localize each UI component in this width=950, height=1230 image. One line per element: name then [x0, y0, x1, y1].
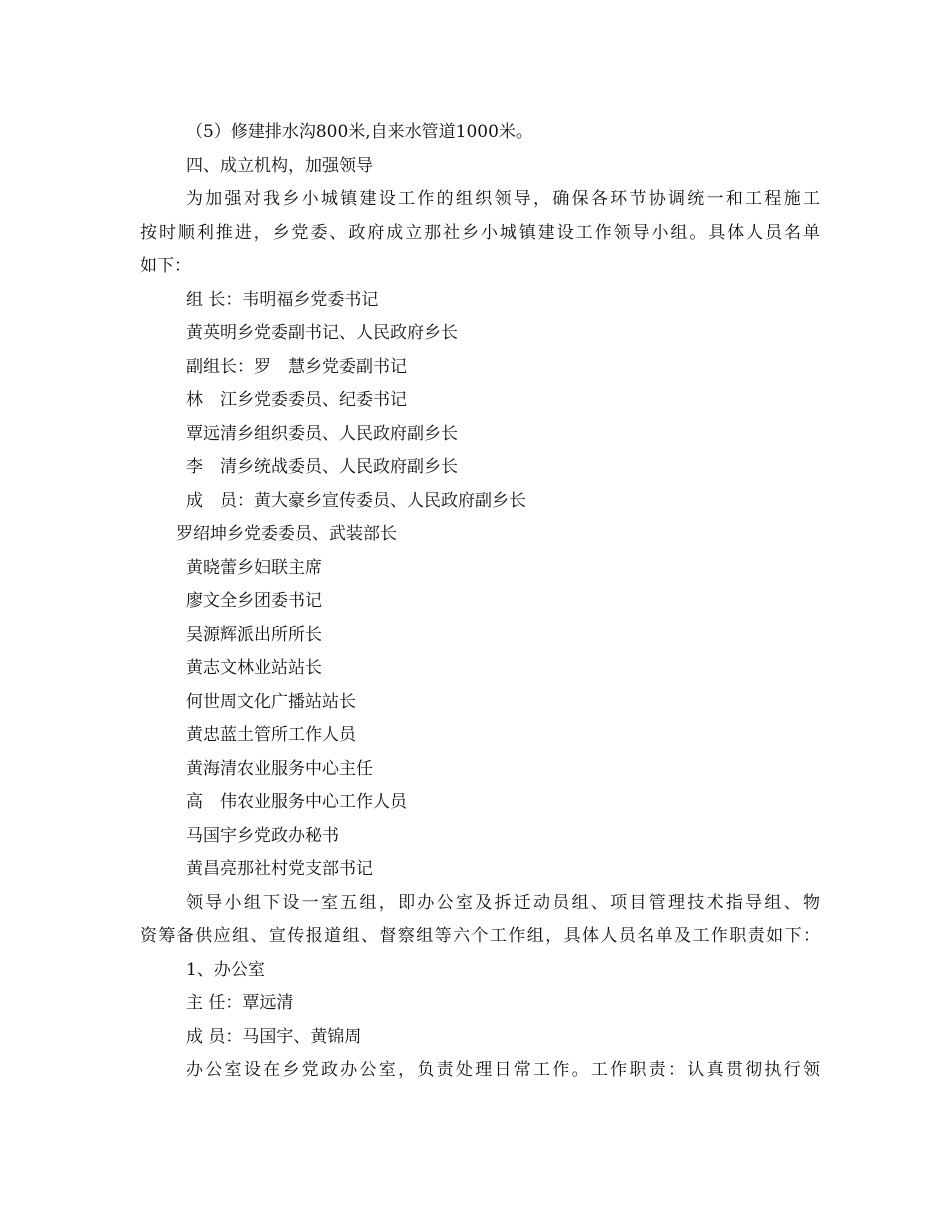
text-line: 何世周文化广播站站长 — [186, 691, 356, 712]
text-line: （5）修建排水沟800米,自来水管道1000米。 — [186, 122, 533, 142]
text-line: 主 任：覃远清 — [186, 993, 294, 1013]
text-line: 马国宇乡党政办秘书 — [186, 825, 339, 846]
text-line: 林 江乡党委委员、纪委书记 — [186, 390, 407, 410]
text-line: 黄晓蕾乡妇联主席 — [186, 557, 322, 578]
text-line: 成 员：黄大豪乡宣传委员、人民政府副乡长 — [186, 490, 526, 511]
text-line: 黄忠蓝土管所工作人员 — [186, 725, 356, 745]
text-line: 为加强对我乡小城镇建设工作的组织领导，确保各环节协调统一和工程施工 — [186, 189, 820, 209]
text-line: 成 员：马国宇、黄锦周 — [186, 1026, 362, 1047]
text-line: 覃远清乡组织委员、人民政府副乡长 — [186, 423, 458, 444]
text-line: 副组长：罗 慧乡党委副书记 — [186, 356, 407, 377]
text-line: 领导小组下设一室五组，即办公室及拆迁动员组、项目管理技术指导组、物 — [186, 892, 820, 913]
text-line: 黄海清农业服务中心主任 — [186, 758, 373, 779]
text-line: 如下： — [140, 256, 191, 276]
text-line: 四、成立机构，加强领导 — [186, 155, 373, 176]
text-line: 黄英明乡党委副书记、人民政府乡长 — [186, 323, 458, 343]
text-line: 按时顺利推进，乡党委、政府成立那社乡小城镇建设工作领导小组。具体人员名单 — [140, 222, 820, 243]
text-line: 高 伟农业服务中心工作人员 — [186, 792, 407, 812]
document-body — [140, 116, 820, 1088]
text-line: 罗绍坤乡党委委员、武装部长 — [176, 524, 397, 544]
text-line: 黄昌亮那社村党支部书记 — [186, 859, 373, 879]
text-line: 廖文全乡团委书记 — [186, 591, 322, 611]
text-line: 吴源辉派出所所长 — [186, 624, 322, 645]
text-line: 黄志文林业站站长 — [186, 658, 322, 678]
text-line: 1、办公室 — [186, 959, 265, 980]
text-line: 李 清乡统战委员、人民政府副乡长 — [186, 457, 458, 477]
text-line: 组 长：韦明福乡党委书记 — [186, 289, 379, 310]
text-line: 办公室设在乡党政办公室，负责处理日常工作。工作职责：认真贯彻执行领 — [186, 1060, 820, 1080]
text-line: 资筹备供应组、宣传报道组、督察组等六个工作组，具体人员名单及工作职责如下： — [140, 926, 820, 946]
